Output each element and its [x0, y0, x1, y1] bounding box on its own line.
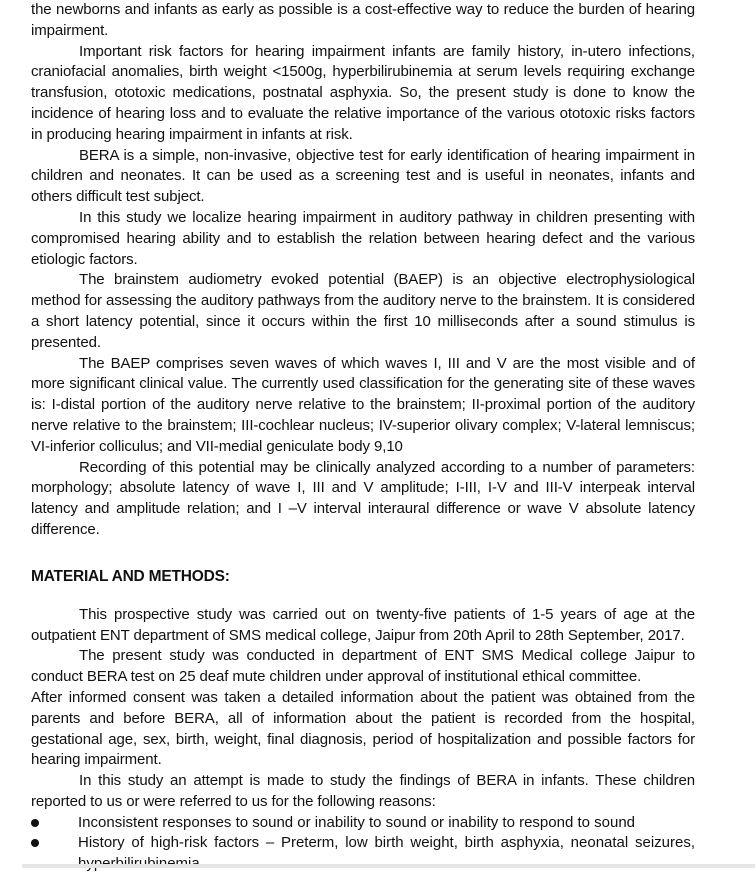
paragraph-referral: In this study an attempt is made to study the findings of BERA in infants. These children reported to us or were referred to us for the following reasons: — [31, 772, 695, 810]
page-body — [31, 0, 695, 875]
list-item — [31, 833, 695, 875]
paragraph-study-aim: In this study we localize hearing impairment in auditory pathway in children presenting with compromised hearing ability and to establish the relation between hearing defect and the various etiologic factors. — [31, 208, 695, 268]
paragraph-risk-factors: Important risk factors for hearing impairment infants are family history, in-utero infections, craniofacial anomalies, birth weight <1500g, hyperbilirubinemia at serum levels requiring exchange transfusion, ototoxic medications, postnatal asphyxia. So, the present study is done to know the incidence of hearing loss and to evaluate the relative importance of the various ototoxic risks factors in producing hearing impairment in infants at risk. — [31, 42, 695, 143]
paragraph-continuation: the newborns and infants as early as possible is a cost-effective way to reduce the burden of hearing impairment. — [31, 1, 695, 39]
paragraph-baep-definition: The brainstem audiometry evoked potential (BAEP) is an objective electrophysiological method for assessing the auditory pathways from the auditory nerve to the brainstem. It is considered a short latency potential, since it occurs within the first 10 milliseconds after a sound stimulus is presented. — [31, 271, 695, 351]
paragraph-bera-intro: BERA is a simple, non-invasive, objective test for early identification of hearing impairment in children and neonates. It can be used as a screening test and is useful in neonates, infants and others difficult test subject. — [31, 146, 695, 206]
list-item-text: Inconsistent responses to sound or inability to sound or inability to respond to sound — [78, 813, 636, 831]
paragraph-baep-waves: The BAEP comprises seven waves of which waves I, III and V are the most visible and of more significant clinical value. The currently used classification for the generating site of these waves is: I-distal portion of the auditory nerve relative to the brainstem; II-proximal portion of the auditory nerve relative to the brainstem; III-cochlear nucleus; IV-superior olivary complex; V-lateral lemniscus; VI-inferior colliculus; and VII-medial geniculate body 9,10 — [31, 354, 695, 455]
list-item — [31, 813, 695, 834]
bullet-icon — [31, 819, 39, 827]
bullet-icon — [31, 839, 39, 847]
paragraph-study-conduct: The present study was conducted in department of ENT SMS Medical college Jaipur to conduct BERA test on 25 deaf mute children under approval of institutional ethical committee. — [31, 647, 695, 686]
section-heading: MATERIAL AND METHODS: — [31, 567, 230, 585]
list-item-text: History of high-risk factors – Preterm, low birth weight, birth asphyxia, neonatal seizures, — [78, 834, 695, 852]
paragraph-recording: Recording of this potential may be clinically analyzed according to a number of parameters: morphology; absolute latency of wave I, III and V amplitude; I-III, I-V and III-V interpeak interval latency and amplitude relation; and I –V interval interaural difference or wave V absolute latency difference. — [31, 458, 695, 538]
paragraph-study-design: This prospective study was carried out on twenty-five patients of 1-5 years of age at the outpatient ENT department of SMS medical college, Jaipur from 20th April to 28th September, 2017. — [31, 605, 695, 644]
paragraph-consent: After informed consent was taken a detailed information about the patient was obtained from the parents and before BERA, all of information about the patient is recorded from the hospital, gestational age, sex, birth, weight, final diagnosis, period of hospitalization and possible factors for hearing impairment. — [31, 688, 695, 769]
page-bottom-divider — [22, 864, 755, 868]
